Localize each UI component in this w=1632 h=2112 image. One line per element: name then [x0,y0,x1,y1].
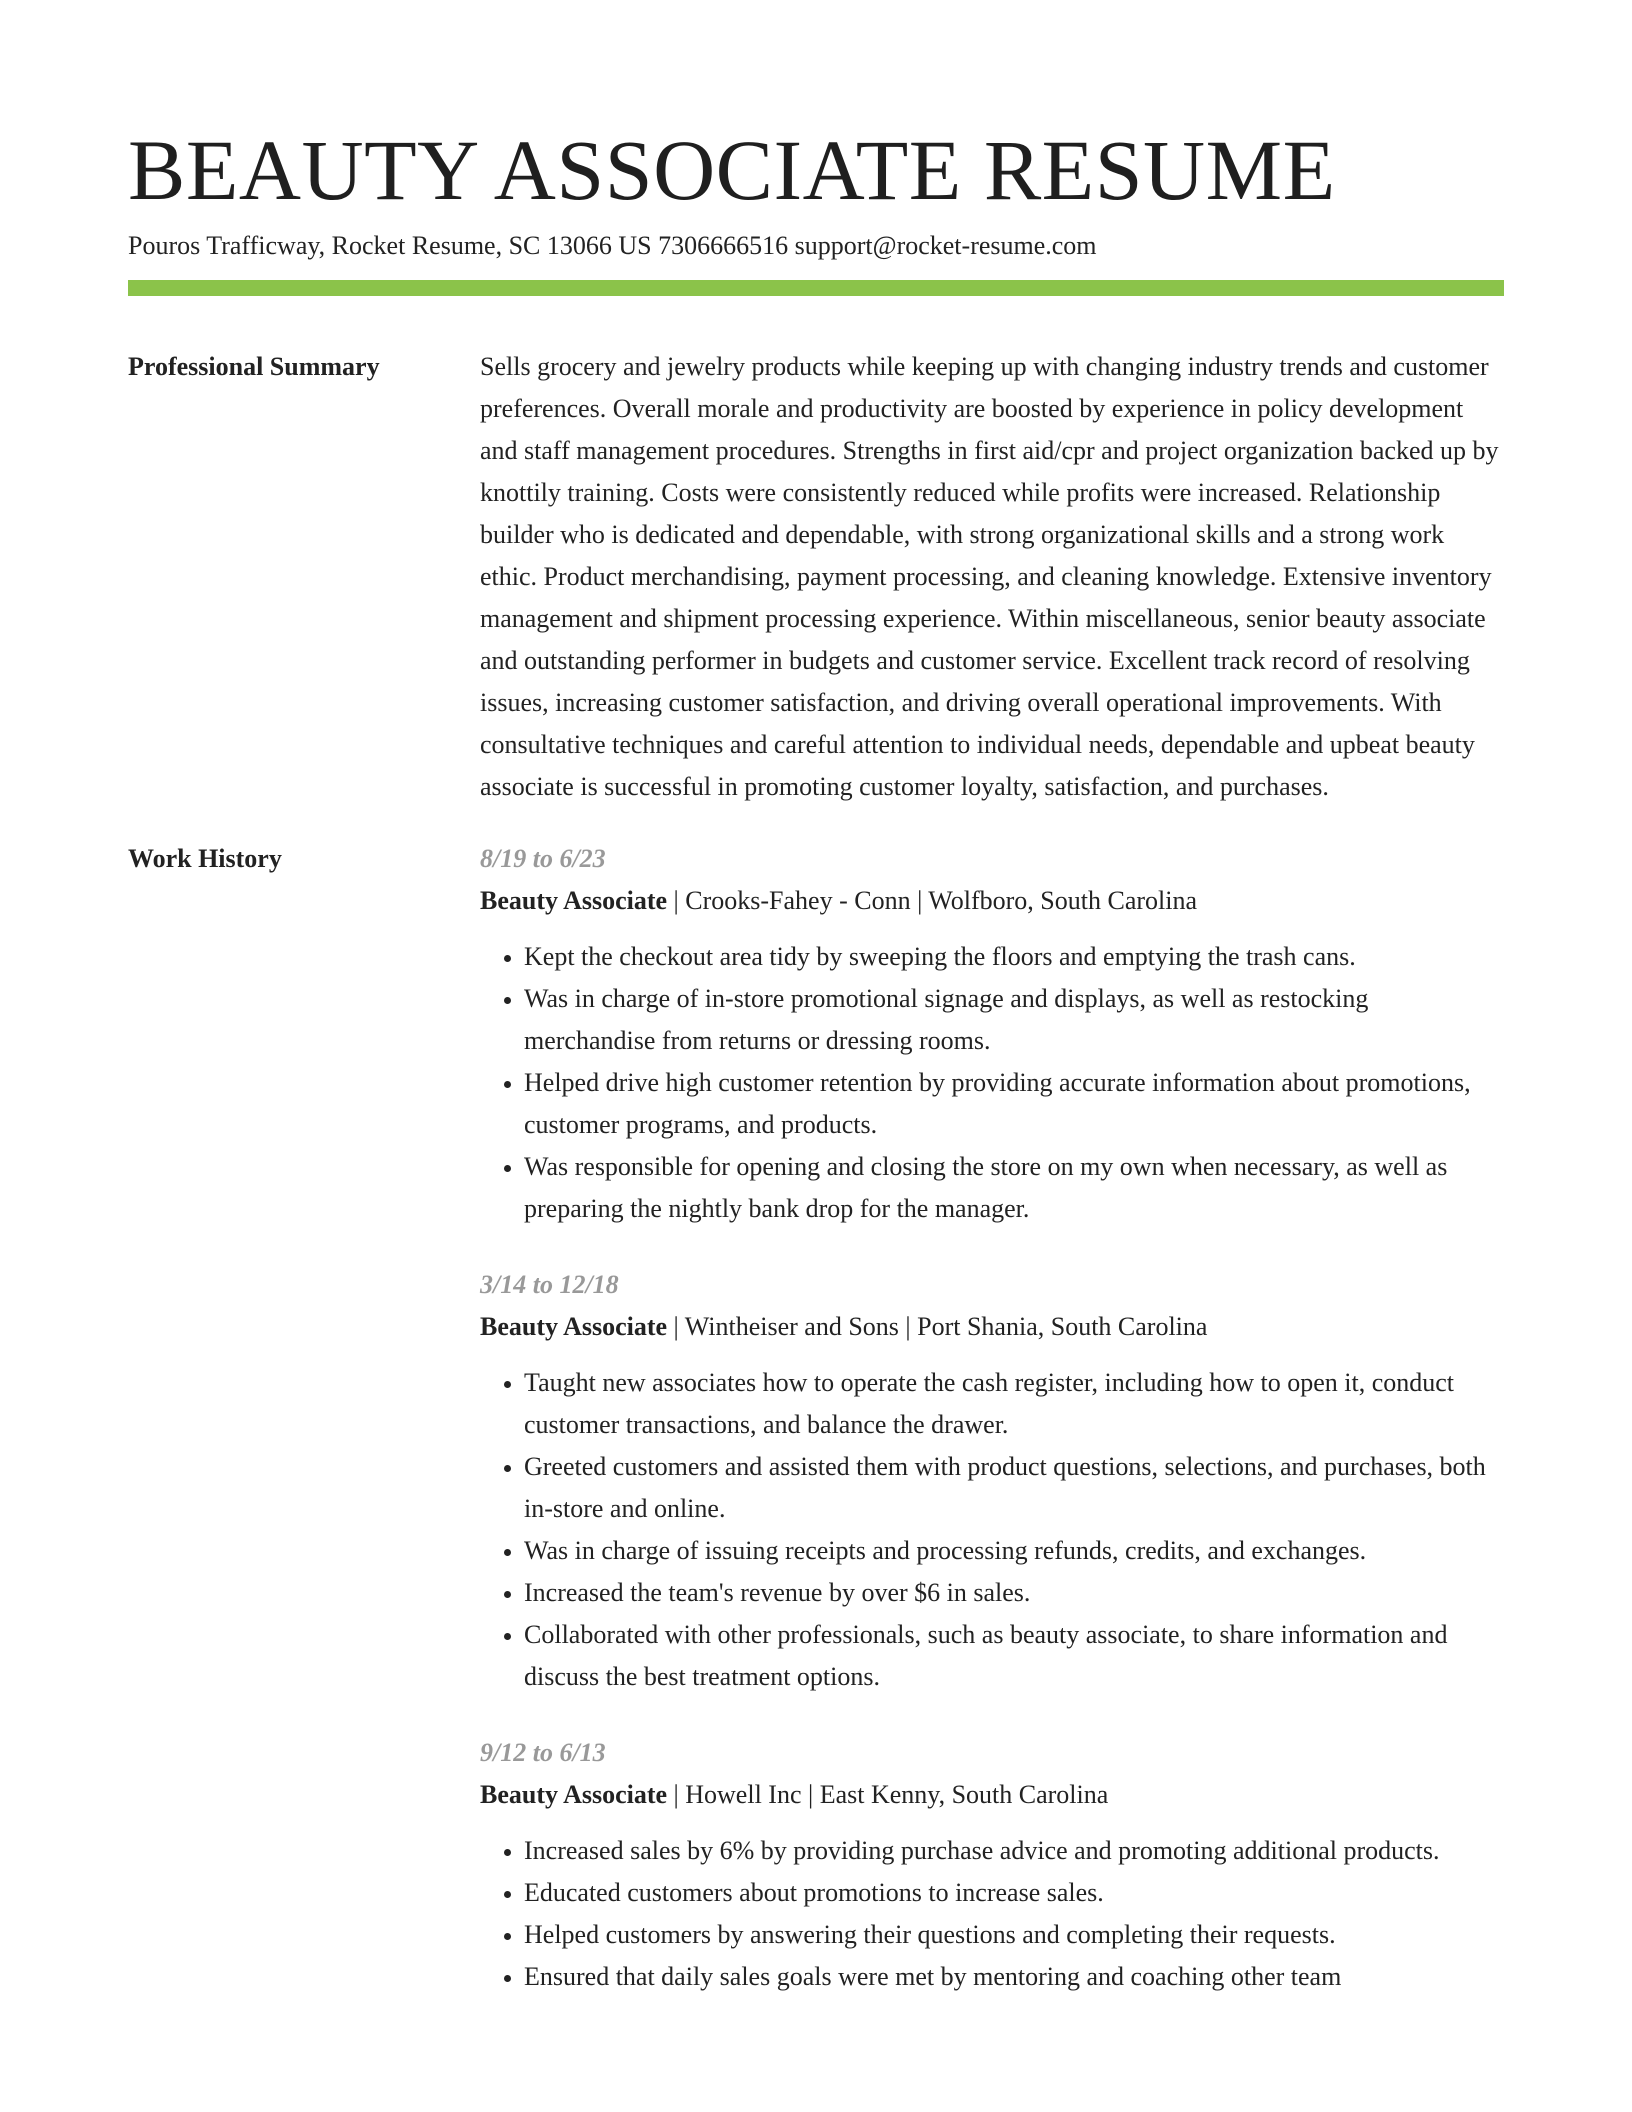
list-item: • Greeted customers and assisted them with product questions, selections, and purchases, both in-store and online. [524,1446,1504,1530]
list-item: • Was in charge of in-store promotional signage and displays, as well as restocking merchandise from returns or dressing rooms. [524,978,1504,1062]
list-item: • Ensured that daily sales goals were met by mentoring and coaching other team [524,1956,1504,1998]
job-entry [480,1732,1504,1998]
job-heading [480,880,1504,922]
summary-body [480,346,1504,808]
job-title: Beauty Associate [480,1780,668,1809]
job-details: | Crooks-Fahey - Conn | Wolfboro, South Carolina [667,886,1198,915]
list-item: • Taught new associates how to operate the cash register, including how to open it, conduct customer transactions, and balance the drawer. [524,1362,1504,1446]
summary-section [128,346,1504,808]
work-history-section [128,838,1504,2032]
job-heading [480,1774,1504,1816]
list-item: • Educated customers about promotions to increase sales. [524,1872,1504,1914]
list-item: • Kept the checkout area tidy by sweeping the floors and emptying the trash cans. [524,936,1504,978]
contact-address: Pouros Trafficway, Rocket Resume, SC 13066 US [128,231,652,260]
list-item: • Helped drive high customer retention by providing accurate information about promotions, customer programs, and products. [524,1062,1504,1146]
list-item: • Helped customers by answering their questions and completing their requests. [524,1914,1504,1956]
work-history-body [480,838,1504,2032]
accent-divider [128,280,1504,296]
list-item: • Increased the team's revenue by over $6 in sales. [524,1572,1504,1614]
job-title: Beauty Associate [480,1312,668,1341]
list-item: • Was in charge of issuing receipts and processing refunds, credits, and exchanges. [524,1530,1504,1572]
contact-line [128,228,1504,264]
list-item: • Collaborated with other professionals, such as beauty associate, to share information and discuss the best treatment options. [524,1614,1504,1698]
job-dates: 9/12 to 6/13 [480,1738,606,1767]
job-dates: 8/19 to 6/23 [480,844,606,873]
resume-page [128,120,1504,2032]
job-entry [480,1264,1504,1698]
summary-text: Sells grocery and jewelry products while keeping up with changing industry trends and customer preferences. Overall morale and productivity are boosted by experience in policy development and staff management procedures. Strengths in first aid/cpr and project organization backed up by knottily training. Costs were consistently reduced while profits were increased. Relationship builder who is dedicated and dependable, with strong organizational skills and a strong work ethic. Product merchandising, payment processing, and cleaning knowledge. Extensive inventory management and shipment processing experience. Within miscellaneous, senior beauty associate and outstanding performer in budgets and customer service. Excellent track record of resolving issues, increasing customer satisfaction, and driving overall operational improvements. With consultative techniques and careful attention to individual needs, dependable and upbeat beauty associate is successful in promoting customer loyalty, satisfaction, and purchases. [480,352,1499,801]
summary-label: Professional Summary [128,352,380,381]
job-heading [480,1306,1504,1348]
work-history-label: Work History [128,844,282,873]
job-bullets [480,1362,1504,1698]
job-bullets [480,936,1504,1230]
job-bullets [480,1830,1504,1998]
list-item: • Increased sales by 6% by providing purchase advice and promoting additional products. [524,1830,1504,1872]
job-details: | Howell Inc | East Kenny, South Carolina [667,1780,1109,1809]
list-item: • Was responsible for opening and closing the store on my own when necessary, as well as preparing the nightly bank drop for the manager. [524,1146,1504,1230]
job-title: Beauty Associate [480,886,668,915]
job-details: | Wintheiser and Sons | Port Shania, South Carolina [667,1312,1208,1341]
page-title: BEAUTY ASSOCIATE RESUME [128,122,1336,218]
job-dates: 3/14 to 12/18 [480,1270,619,1299]
job-entry [480,838,1504,1230]
contact-email: support@rocket-resume.com [794,231,1097,260]
contact-phone: 7306666516 [658,231,789,260]
